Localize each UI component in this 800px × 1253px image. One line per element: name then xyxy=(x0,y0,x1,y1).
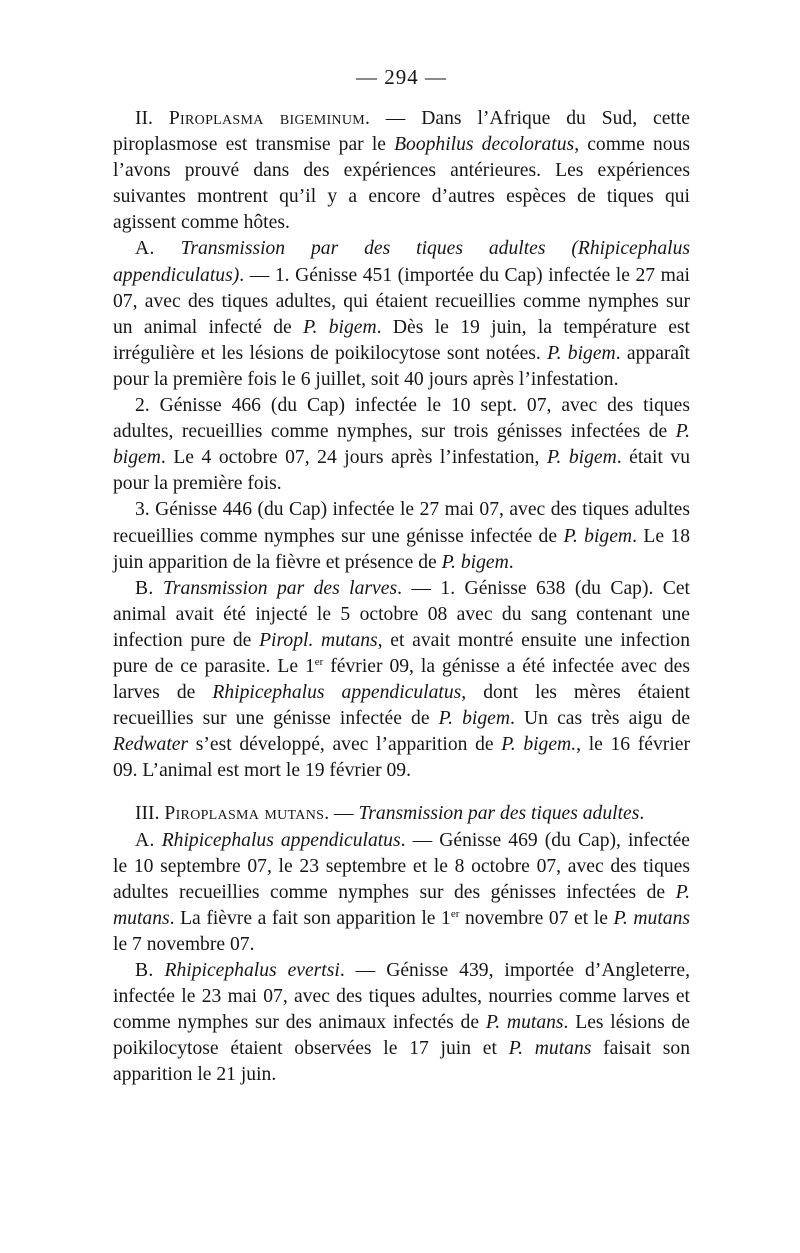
subsection-letter: B. xyxy=(135,960,154,981)
section-number: III. xyxy=(135,803,160,825)
experiment-2-paragraph: 2. Génisse 466 (du Cap) infectée le 10 sept. 07, avec des tiques adultes, recueillies comme nymphes, sur trois génisses infectées de P. bigem. Le 4 octobre 07, 24 jours après l’infestation, P. bigem. était vu pour la première fois. xyxy=(113,395,691,495)
species-name: Rhipicephalus evertsi xyxy=(164,960,340,981)
section-subtitle: Transmission par des tiques adultes xyxy=(358,803,640,825)
section-ii-paragraph: II. Piroplasma bigeminum. — Dans l’Afrique du Sud, cette piroplasmose est transmise par le Boophilus decoloratus, comme nous l’avons prouvé dans des expériences antérieures. Les expériences suivantes montrent qu’il y a encore d’autres espèces de tiques qui agissent comme hôtes. xyxy=(113,108,691,234)
subsection-iii-b-paragraph: B. Rhipicephalus evertsi. — Génisse 439, importée d’Angleterre, infectée le 23 mai 07, avec des tiques adultes, nourries comme larves et comme nymphes sur des animaux infectés de P. mutans. Les lésions de poikilocytose étaient observées le 17 juin et P. mutans faisait son apparition le 21 juin. xyxy=(113,960,690,1086)
subsection-letter: A. xyxy=(135,238,155,260)
experiment-3-paragraph: 3. Génisse 446 (du Cap) infectée le 27 mai 07, avec des tiques adultes recueillies comme nymphes sur une génisse infectée de P. bigem. Le 18 juin apparition de la fièvre et présence de P. bigem. xyxy=(113,499,690,573)
species-name: Boophilus decoloratus xyxy=(394,134,575,156)
subsection-letter: A. xyxy=(135,829,155,851)
species-name: Rhipicephalus appendiculatus xyxy=(161,829,401,851)
section-number: II. xyxy=(135,108,153,129)
subsection-letter: B. xyxy=(135,577,154,599)
section-heading: Piroplasma mutans xyxy=(164,803,325,825)
subsection-title: Transmission par des larves xyxy=(163,577,398,599)
subsection-title: Transmission par des tiques adultes (Rhipicephalus appendiculatus) xyxy=(113,238,690,286)
subsection-iii-a-paragraph: A. Rhipicephalus appendiculatus. — Génisse 469 (du Cap), infectée le 10 septembre 07, le 23 septembre et le 8 octobre 07, avec des tiques adultes recueillies comme nymphes sur des génisses infectées de P. mutans. La fièvre a fait son apparition le 1er novembre 07 et le P. mutans le 7 novembre 07. xyxy=(113,829,690,955)
subsection-b-paragraph: B. Transmission par des larves. — 1. Génisse 638 (du Cap). Cet animal avait été injecté le 5 octobre 08 avec du sang contenant une infection pure de Piropl. mutans, et avait montré ensuite une infection pure de ce parasite. Le 1er février 09, la génisse a été infectée avec des larves de Rhipicephalus appendiculatus, dont les mères étaient recueillies sur une génisse infectée de P. bigem. Un cas très aigu de Redwater s’est développé, avec l’apparition de P. bigem., le 16 février 09. L’animal est mort le 19 février 09. xyxy=(113,577,691,782)
page xyxy=(113,62,690,1088)
section-iii-paragraph: III. Piroplasma mutans. — Transmission par des tiques adultes. xyxy=(135,803,645,825)
page-number: — 294 — xyxy=(356,65,447,89)
subsection-a-paragraph: A. Transmission par des tiques adultes (Rhipicephalus appendiculatus). — 1. Génisse 451 (importée du Cap) infectée le 27 mai 07, avec des tiques adultes, qui étaient recueillies comme nymphes sur un animal infecté de P. bigem. Dès le 19 juin, la température est irrégulière et les lésions de poikilocytose sont notées. P. bigem. apparaît pour la première fois le 6 juillet, soit 40 jours après l’infestation. xyxy=(113,238,690,390)
section-heading: Piroplasma bigeminum xyxy=(168,108,365,129)
